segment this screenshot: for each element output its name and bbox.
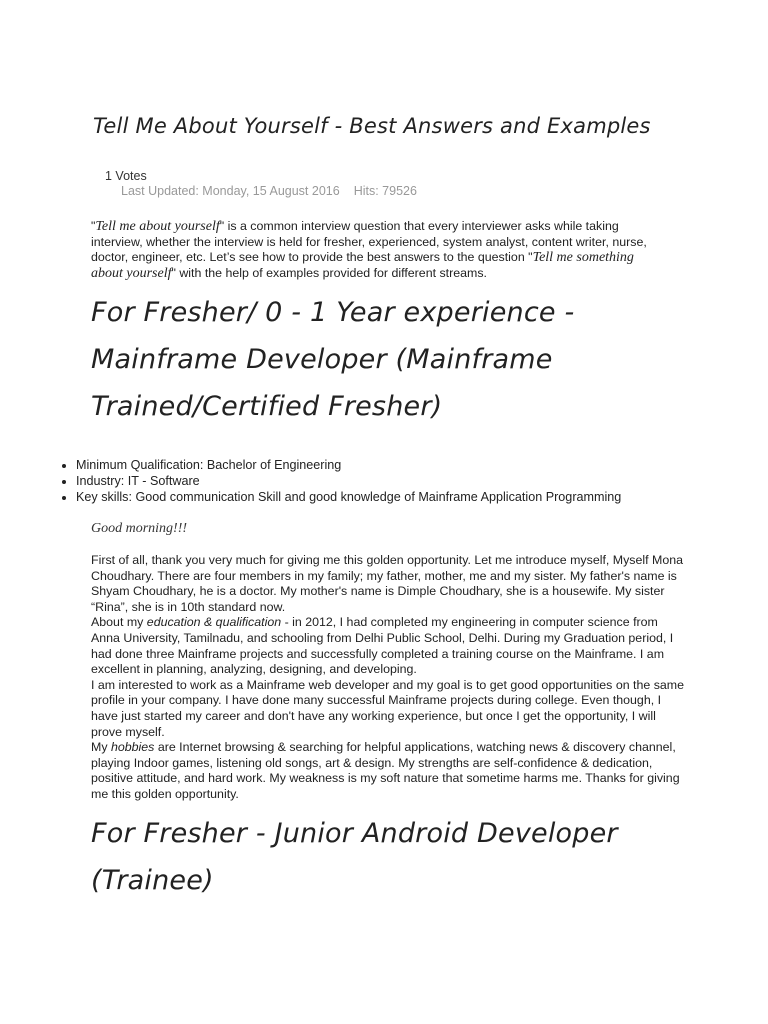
votes-count: 1 Votes [105,169,147,183]
requirements-list [36,457,621,505]
list-item: • Industry: IT - Software [76,473,621,489]
intro-text-2: " with the help of examples provided for different streams. [171,265,487,280]
intro-paragraph [91,219,651,281]
quote-mark: " [91,219,96,233]
text-run: My [91,740,111,755]
last-updated: Last Updated: Monday, 15 August 2016 [121,184,340,198]
hobbies-emphasis: hobbies [110,740,155,755]
text-run: - in 2012, I had completed my engineering in computer science from Anna University, Tamilnadu, and schooling from Delhi Public School, Delhi. During my Graduation period, I had done three Mainframe projects and successfully completed a training course on the Mainframe. I am excellent in planning, analyzing, designing, and developing. [91,615,674,677]
answer-paragraph [91,740,689,802]
text-run: are Internet browsing & searching for helpful applications, watching news & discovery channel, playing Indoor games, listening old songs, art & design. My strengths are self-confidence & dedication, positive attitude, and hard work. My weakness is my soft nature that sometime harms me. Thanks for giving me this golden opportunity. [91,740,680,801]
answer-paragraph: I am interested to work as a Mainframe web developer and my goal is to get good opportunities on the same profile in your company. I have done many successful Mainframe projects during college. Even though, I have just started my career and don't have any working experience, but once I get the opportunity, I will prove myself. [91,677,685,739]
list-item: • Key skills: Good communication Skill and good knowledge of Mainframe Application Programming [76,489,621,505]
section-heading-mainframe: For Fresher/ 0 - 1 Year experience - Mainframe Developer (Mainframe Trained/Certified Fresher) [91,297,575,422]
intro-text-1: is a common interview question that every interviewer asks while taking interview, whether the interview is held for fresher, experienced, system analyst, content writer, nurse, doctor, engineer, etc. Let’s see how to provide the best answers to the question " [91,219,647,265]
hits-count: Hits: 79526 [353,184,417,198]
intro-question-2: Tell me something about yourself [91,250,634,281]
list-item: • Minimum Qualification: Bachelor of Engineering [76,457,621,473]
greeting: Good morning!!! [91,521,188,536]
article-meta [121,184,417,199]
intro-question-1: Tell me about yourself [95,219,220,234]
section-heading-android: For Fresher - Junior Android Developer (Trainee) [91,818,618,896]
answer-paragraph [91,615,689,677]
answer-paragraph: First of all, thank you very much for giving me this golden opportunity. Let me introduce myself, Myself Mona Choudhary. There are four members in my family; my father, mother, me and my sister. My father's name is Shyam Choudhary, he is a doctor. My mother's name is Dimple Choudhary, she is a housewife. My sister “Rina”, she is in 10th standard now. [91,553,684,614]
article-title: Tell Me About Yourself - Best Answers and Examples [93,114,651,138]
education-emphasis: education & qualification [146,615,282,630]
sample-answer [91,553,689,803]
text-run: About my [91,615,147,630]
quote-mark: " [219,219,225,233]
